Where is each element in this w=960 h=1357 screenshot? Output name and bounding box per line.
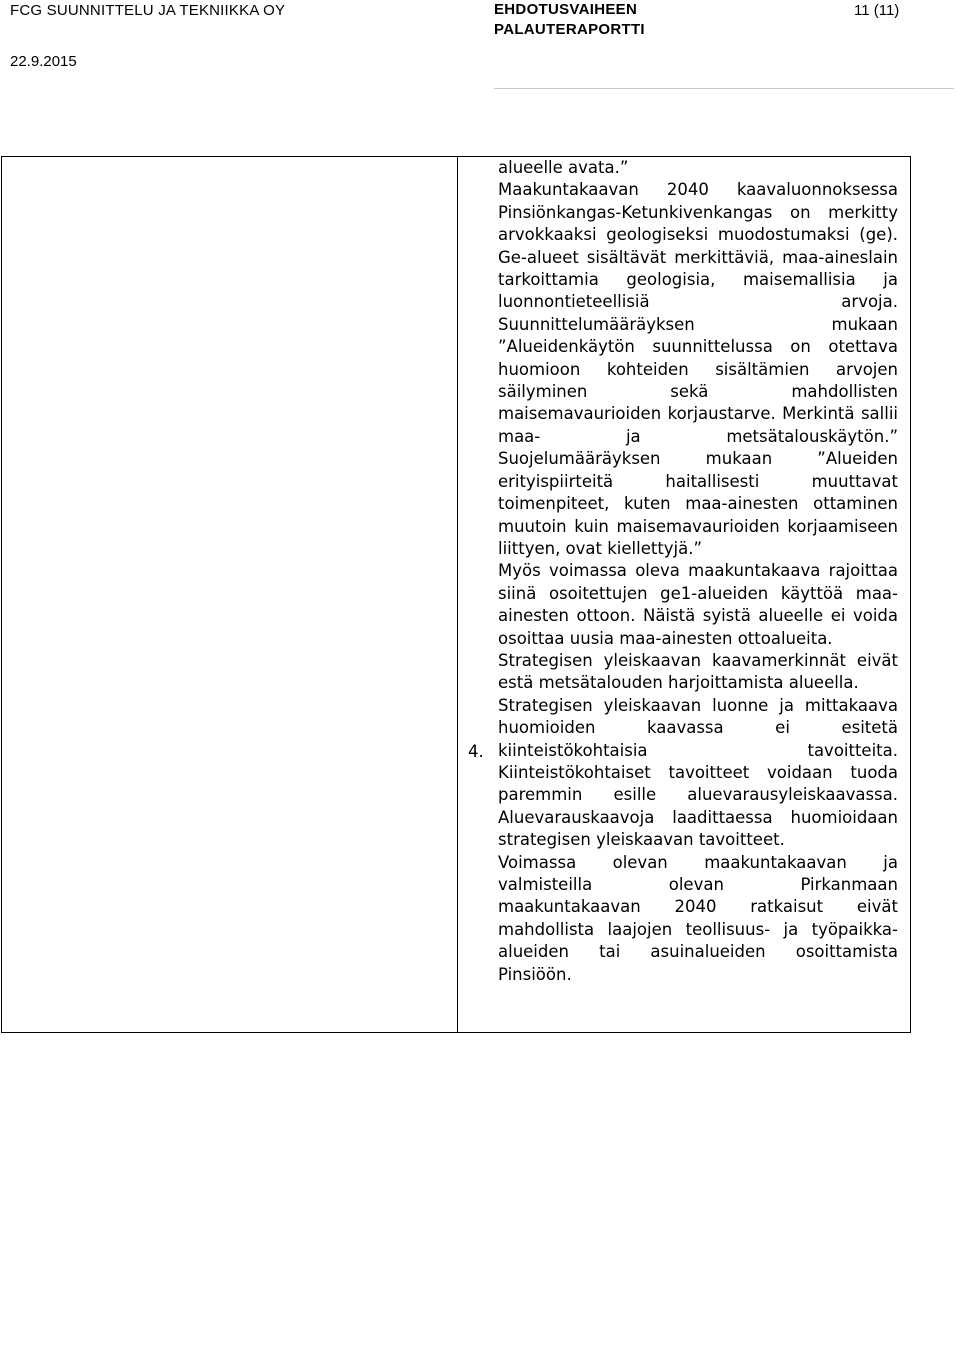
document-type bbox=[494, 0, 645, 40]
header-divider bbox=[494, 88, 954, 89]
item-number: 4. bbox=[468, 742, 484, 761]
response-paragraph: Voimassa olevan maakuntakaavan ja valmisteilla olevan Pirkanmaan maakuntakaavan 2040 ratkaisut eivät mahdollista laajojen teollisuus- ja työpaikka-alueiden tai asuinalueiden osoittamista Pinsiöön. bbox=[498, 852, 898, 984]
response-paragraph: Myös voimassa oleva maakuntakaava rajoittaa siinä osoitettujen ge1-alueiden käyttöä maa-ainesten ottoon. Näistä syistä alueelle ei voida osoittaa uusia maa-ainesten ottoalueita. bbox=[498, 561, 898, 648]
company-name: FCG SUUNNITTELU JA TEKNIIKKA OY bbox=[10, 2, 286, 19]
response-paragraph: alueelle avata.” bbox=[498, 158, 629, 177]
response-paragraph: Strategisen yleiskaavan luonne ja mittakaava huomioiden kaavassa ei esitetä kiinteistökohtaisia tavoitteita. Kiinteistökohtaiset tavoitteet voidaan tuoda paremmin esille aluevarausyleiskaavassa. Aluevarauskaavoja laadittaessa huomioidaan strategisen yleiskaavan tavoitteet. bbox=[498, 695, 898, 850]
response-paragraph: Strategisen yleiskaavan kaavamerkinnät eivät estä metsätalouden harjoittamista alueella. bbox=[498, 650, 898, 693]
document-type-line-2: PALAUTERAPORTTI bbox=[494, 21, 645, 38]
document-type-line-1: EHDOTUSVAIHEEN bbox=[494, 1, 638, 18]
column-divider bbox=[457, 157, 458, 1032]
response-paragraph: Maakuntakaavan 2040 kaavaluonnoksessa Pinsiönkangas-Ketunkivenkangas on merkitty arvokkaaksi geologiseksi muodostumaksi (ge). Ge-alueet sisältävät merkittäviä, maa-aineslain tarkoittamia geologisia, maisemallisia ja luonnontieteellisiä arvoja. Suunnittelumääräyksen mukaan ”Alueidenkäytön suunnittelussa on otettava huomioon kohteiden sisältämien arvojen säilyminen sekä mahdollisten maisemavaurioiden korjaustarve. Merkintä sallii maa- ja metsätalouskäytön.” Suojelumääräyksen mukaan ”Alueiden erityispiirteitä haitallisesti muuttavat toimenpiteet, kuten maa-ainesten ottaminen muutoin kuin maisemavaurioiden korjaamiseen liittyen, ovat kiellettyjä.” bbox=[498, 180, 898, 558]
response-cell bbox=[498, 157, 898, 986]
page-number: 11 (11) bbox=[854, 2, 900, 19]
document-date: 22.9.2015 bbox=[10, 53, 77, 70]
